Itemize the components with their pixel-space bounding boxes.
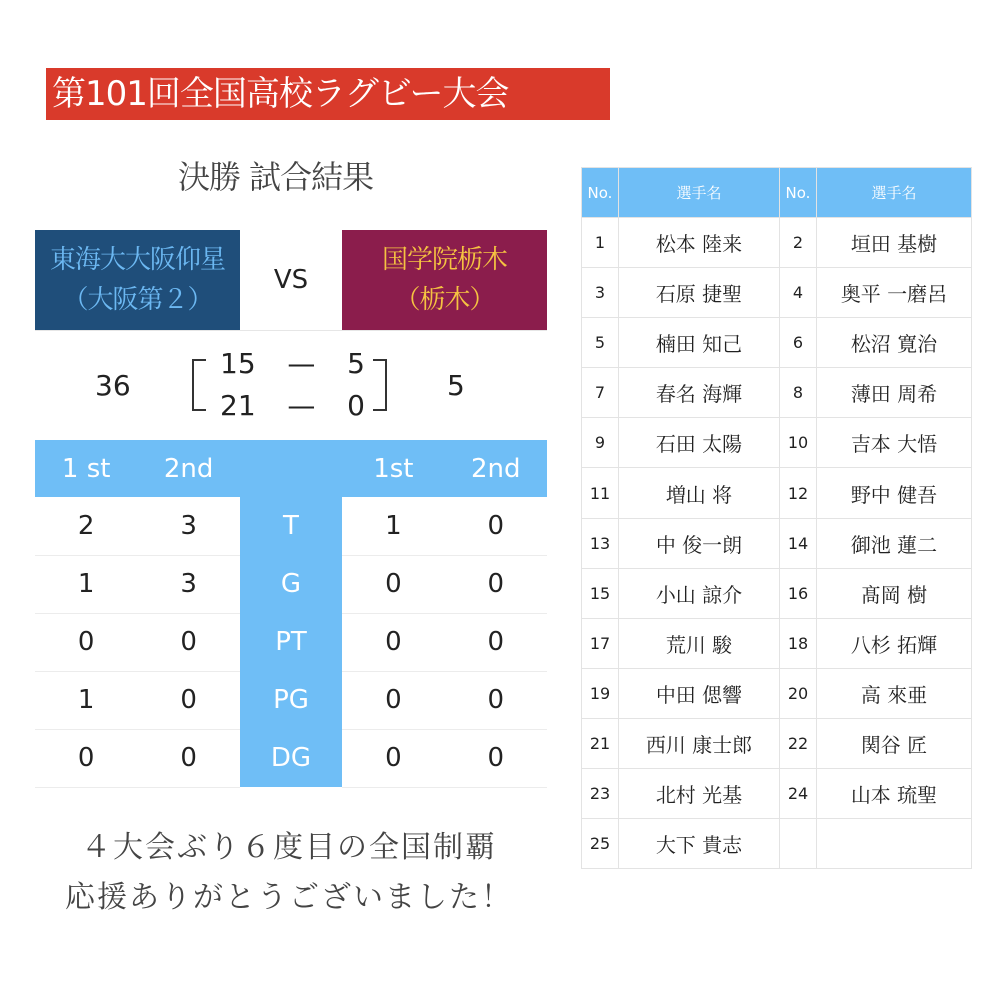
roster-table [581, 167, 972, 869]
player-number: 19 [582, 668, 619, 718]
vs-label: VS [273, 265, 309, 295]
player-number: 23 [582, 769, 619, 819]
player-number: 5 [582, 318, 619, 368]
player-name: 垣田 基樹 [817, 218, 972, 268]
player-name: 楠田 知己 [619, 318, 780, 368]
player-name: 松本 陸来 [619, 218, 780, 268]
stat-label: PT [240, 613, 342, 671]
stat-label: DG [240, 729, 342, 787]
player-name: 北村 光基 [619, 769, 780, 819]
player-name: 西川 康士郎 [619, 718, 780, 768]
stat-team-a-1st: 0 [35, 729, 137, 787]
stat-team-b-1st: 0 [342, 729, 444, 787]
roster-row [582, 418, 972, 468]
roster-row [582, 668, 972, 718]
roster-row [582, 268, 972, 318]
team-a-name: 東海大大阪仰星 [49, 245, 225, 275]
roster-row [582, 618, 972, 668]
second-half-a: 21 [220, 389, 256, 422]
player-name: 奥平 一磨呂 [817, 268, 972, 318]
stats-row [35, 671, 547, 729]
player-number: 6 [780, 318, 817, 368]
section-title: 決勝 試合結果 [178, 158, 374, 196]
team-a-box [35, 230, 240, 330]
second-half-score [220, 389, 365, 422]
player-number: 8 [780, 368, 817, 418]
stat-team-a-2nd: 0 [137, 671, 239, 729]
player-name: 小山 諒介 [619, 568, 780, 618]
roster-row [582, 819, 972, 869]
stat-team-a-1st: 1 [35, 671, 137, 729]
team-b-region: （栃木） [394, 285, 495, 315]
stats-row [35, 497, 547, 555]
player-name: 関谷 匠 [817, 718, 972, 768]
stat-team-a-2nd: 3 [137, 497, 239, 555]
stat-team-a-1st: 1 [35, 555, 137, 613]
stat-team-a-2nd: 3 [137, 555, 239, 613]
player-name: 松沼 寛治 [817, 318, 972, 368]
player-number: 15 [582, 568, 619, 618]
player-number [780, 819, 817, 869]
stats-table [35, 440, 547, 788]
second-half-dash: — [287, 389, 316, 422]
player-name: 大下 貴志 [619, 819, 780, 869]
stats-row [35, 729, 547, 787]
stats-header-row [35, 440, 547, 497]
roster-row [582, 218, 972, 268]
player-number: 20 [780, 668, 817, 718]
player-number: 7 [582, 368, 619, 418]
stats-header-b-1st: 1st [342, 440, 444, 497]
roster-header-no-1: No. [582, 168, 619, 218]
player-name: 増山 将 [619, 468, 780, 518]
stat-team-b-2nd: 0 [445, 729, 547, 787]
roster-row [582, 468, 972, 518]
player-number: 2 [780, 218, 817, 268]
stat-team-a-1st: 0 [35, 613, 137, 671]
player-number: 13 [582, 518, 619, 568]
player-number: 4 [780, 268, 817, 318]
roster-header-no-2: No. [780, 168, 817, 218]
player-number: 16 [780, 568, 817, 618]
player-name: 荒川 駿 [619, 618, 780, 668]
player-name: 中 俊一朗 [619, 518, 780, 568]
roster-row [582, 718, 972, 768]
player-name [817, 819, 972, 869]
stat-team-a-2nd: 0 [137, 613, 239, 671]
roster-header-name-1: 選手名 [619, 168, 780, 218]
bracket-left [192, 359, 206, 411]
score-area [35, 330, 547, 438]
first-half-dash: — [287, 347, 316, 380]
stat-team-b-1st: 0 [342, 671, 444, 729]
stat-team-a-1st: 2 [35, 497, 137, 555]
roster-row [582, 318, 972, 368]
player-number: 14 [780, 518, 817, 568]
player-name: 中田 偲響 [619, 668, 780, 718]
roster-header-name-2: 選手名 [817, 168, 972, 218]
stat-label: G [240, 555, 342, 613]
stats-header-a-2nd: 2nd [137, 440, 239, 497]
event-title: 第101回全国高校ラグビー大会 [46, 68, 610, 120]
player-number: 10 [780, 418, 817, 468]
team-a-total: 36 [95, 369, 131, 402]
player-name: 石原 捷聖 [619, 268, 780, 318]
player-number: 3 [582, 268, 619, 318]
stat-team-a-2nd: 0 [137, 729, 239, 787]
first-half-score [220, 347, 365, 380]
stats-header-mid [240, 440, 342, 497]
team-a-region: （大阪第２） [62, 285, 213, 315]
message-line-1: ４大会ぶり６度目の全国制覇 [81, 830, 497, 865]
stat-team-b-1st: 1 [342, 497, 444, 555]
second-half-b: 0 [347, 389, 365, 422]
player-name: 春名 海輝 [619, 368, 780, 418]
player-name: 八杉 拓輝 [817, 618, 972, 668]
player-number: 21 [582, 718, 619, 768]
stat-team-b-1st: 0 [342, 555, 444, 613]
roster-row [582, 518, 972, 568]
stat-team-b-2nd: 0 [445, 555, 547, 613]
stats-row [35, 555, 547, 613]
player-name: 山本 琉聖 [817, 769, 972, 819]
roster-header-row [582, 168, 972, 218]
stat-team-b-1st: 0 [342, 613, 444, 671]
stat-label: PG [240, 671, 342, 729]
stat-label: T [240, 497, 342, 555]
stat-team-b-2nd: 0 [445, 613, 547, 671]
player-name: 吉本 大悟 [817, 418, 972, 468]
player-number: 17 [582, 618, 619, 668]
player-number: 9 [582, 418, 619, 468]
stat-team-b-2nd: 0 [445, 671, 547, 729]
player-number: 1 [582, 218, 619, 268]
player-number: 11 [582, 468, 619, 518]
stats-row [35, 613, 547, 671]
team-b-total: 5 [447, 369, 465, 402]
player-number: 18 [780, 618, 817, 668]
player-number: 12 [780, 468, 817, 518]
roster-row [582, 568, 972, 618]
message-line-2: 応援ありがとうございました！ [65, 880, 513, 915]
player-name: 薄田 周希 [817, 368, 972, 418]
stat-team-b-2nd: 0 [445, 497, 547, 555]
team-b-name: 国学院栃木 [381, 245, 507, 275]
player-name: 野中 健吾 [817, 468, 972, 518]
player-name: 御池 蓮二 [817, 518, 972, 568]
player-number: 24 [780, 769, 817, 819]
roster-row [582, 769, 972, 819]
bracket-right [373, 359, 387, 411]
roster-row [582, 368, 972, 418]
first-half-b: 5 [347, 347, 365, 380]
player-name: 石田 太陽 [619, 418, 780, 468]
first-half-a: 15 [220, 347, 256, 380]
player-number: 22 [780, 718, 817, 768]
stats-header-a-1st: 1 st [35, 440, 137, 497]
stats-header-b-2nd: 2nd [445, 440, 547, 497]
player-name: 髙岡 樹 [817, 568, 972, 618]
team-b-box [342, 230, 547, 330]
player-name: 高 來亜 [817, 668, 972, 718]
player-number: 25 [582, 819, 619, 869]
